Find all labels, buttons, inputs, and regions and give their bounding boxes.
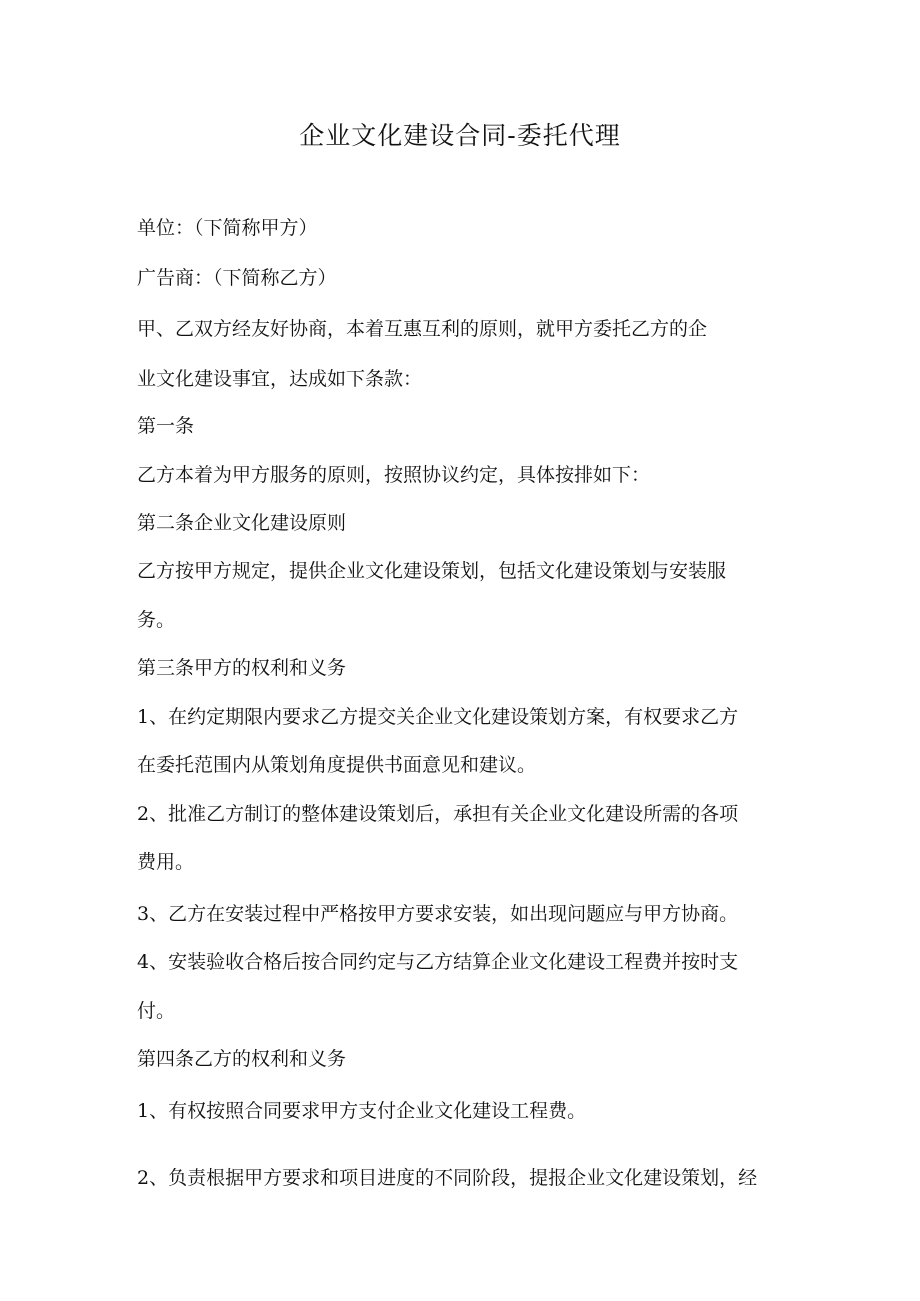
article-3-item-1-line-2: 在委托范围内从策划角度提供书面意见和建议。 (137, 754, 537, 776)
article-2-text-line-1: 乙方按甲方规定，提供企业文化建设策划，包括文化建设策划与安装服 (137, 560, 727, 582)
document-title: 企业文化建设合同-委托代理 (299, 121, 621, 150)
article-1-heading: 第一条 (137, 415, 195, 437)
preamble-line-2: 业文化建设事宜，达成如下条款： (137, 368, 423, 390)
article-1-text: 乙方本着为甲方服务的原则，按照协议约定，具体按排如下： (137, 464, 651, 486)
article-3-item-4-line-2: 付。 (137, 1000, 176, 1022)
article-4-item-1: 1、有权按照合同要求甲方支付企业文化建设工程费。 (137, 1100, 587, 1122)
preamble-line-1: 甲、乙双方经友好协商，本着互惠互利的原则，就甲方委托乙方的企 (137, 318, 708, 340)
article-3-item-3: 3、乙方在安装过程中严格按甲方要求安装，如出现问题应与甲方协商。 (137, 903, 739, 925)
article-4-heading: 第四条乙方的权利和义务 (137, 1048, 347, 1070)
article-4-item-2-line-1: 2、负责根据甲方要求和项目进度的不同阶段，提报企业文化建设策划，经 (137, 1167, 758, 1189)
article-2-text-line-2: 务。 (137, 609, 176, 631)
article-3-heading: 第三条甲方的权利和义务 (137, 657, 347, 679)
article-3-item-1-line-1: 1、在约定期限内要求乙方提交关企业文化建设策划方案，有权要求乙方 (137, 706, 739, 728)
article-3-item-4-line-1: 4、安装验收合格后按合同约定与乙方结算企业文化建设工程费并按时支 (137, 951, 739, 973)
article-2-heading: 第二条企业文化建设原则 (137, 512, 347, 534)
article-3-item-2-line-1: 2、批准乙方制订的整体建设策划后，承担有关企业文化建设所需的各项 (137, 803, 739, 825)
article-3-item-2-line-2: 费用。 (137, 851, 195, 873)
party-b-line: 广告商：（下简称乙方） (137, 267, 337, 289)
party-a-line: 单位：（下简称甲方） (137, 217, 318, 239)
